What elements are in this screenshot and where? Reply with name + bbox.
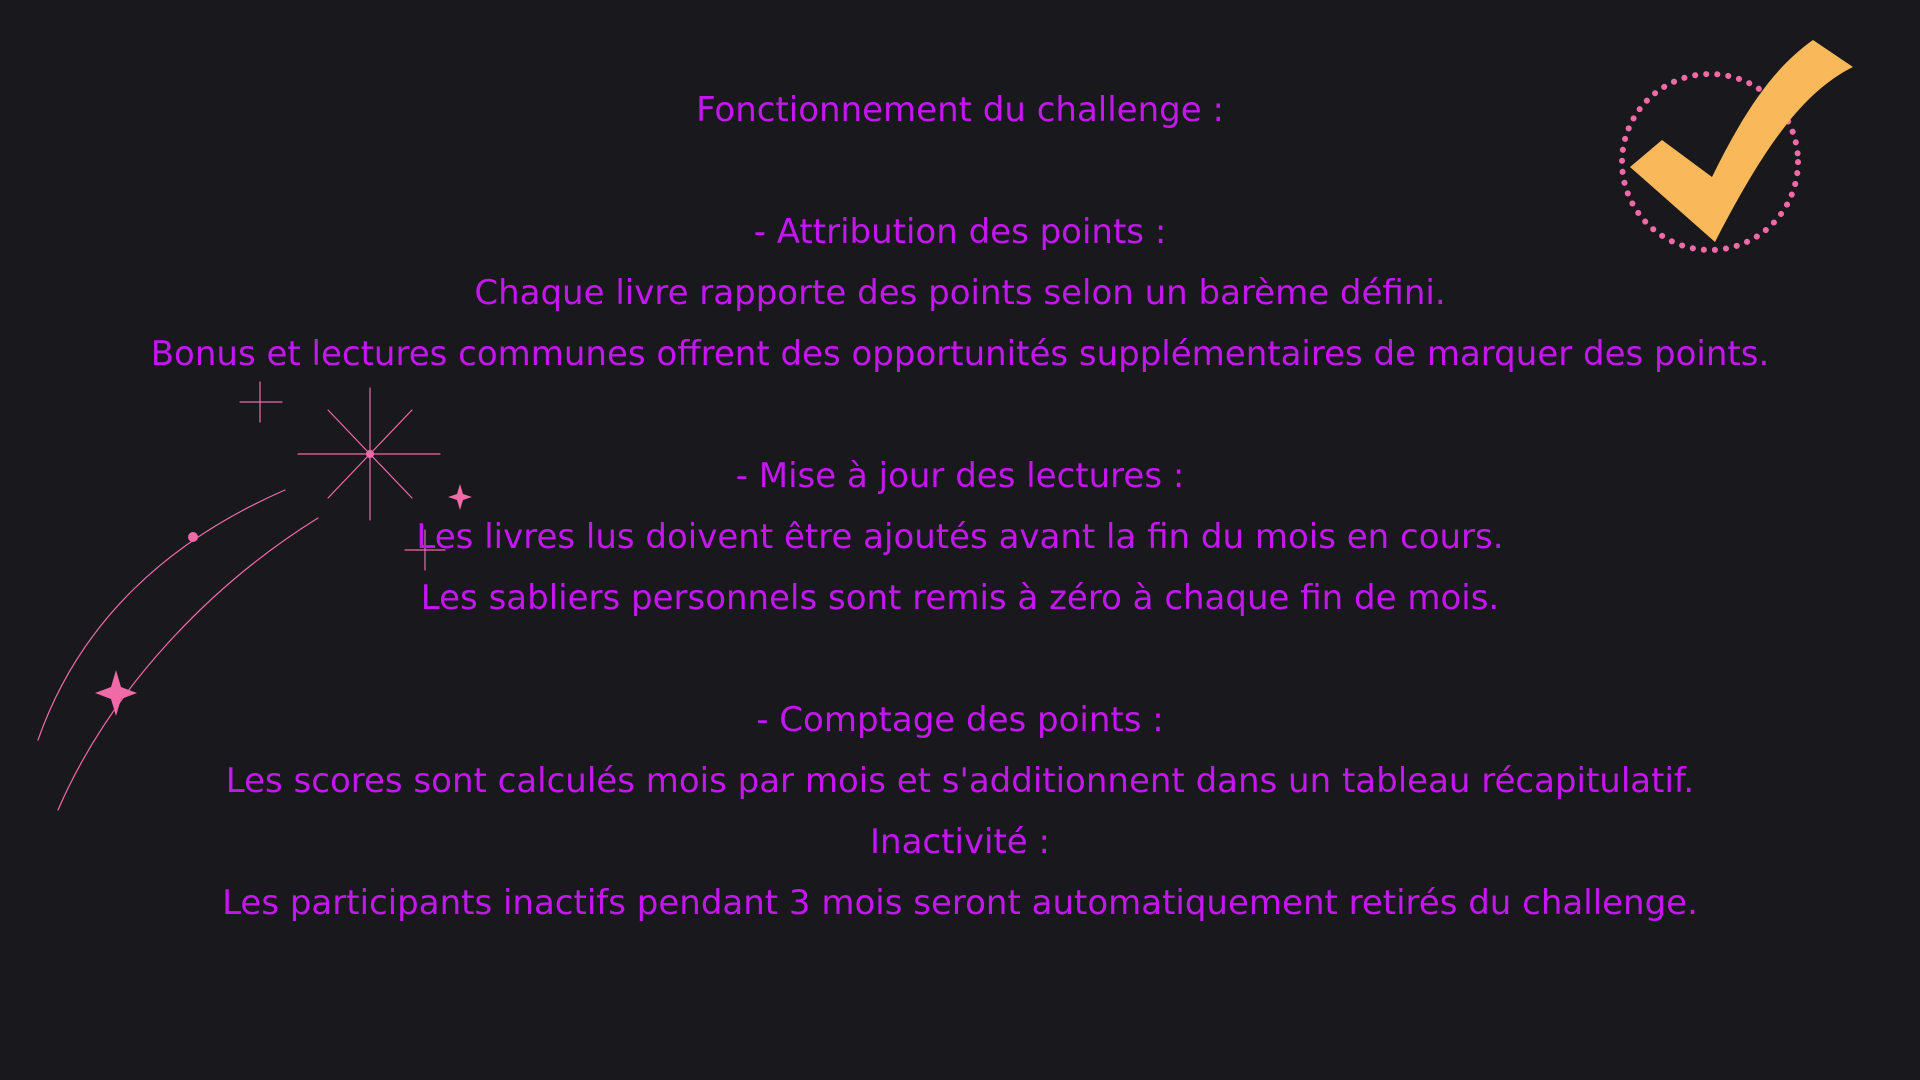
section-heading-mise-a-jour: - Mise à jour des lectures : (735, 456, 1185, 496)
section-text: Chaque livre rapporte des points selon un barème défini. (474, 273, 1446, 313)
spacer (120, 385, 1800, 446)
inactivity-heading: Inactivité : (870, 822, 1050, 862)
section-heading-comptage: - Comptage des points : (756, 700, 1164, 740)
section-heading-attribution: - Attribution des points : (753, 212, 1167, 252)
section-text: Les livres lus doivent être ajoutés avant la fin du mois en cours. (416, 517, 1504, 557)
inactivity-text: Les participants inactifs pendant 3 mois seront automatiquement retirés du challenge. (222, 883, 1698, 923)
spacer (120, 629, 1800, 690)
rules-text-block (120, 80, 1800, 934)
page-title: Fonctionnement du challenge : (696, 90, 1224, 130)
spacer (120, 141, 1800, 202)
section-text: Bonus et lectures communes offrent des opportunités supplémentaires de marquer des points. (150, 334, 1770, 374)
section-text: Les sabliers personnels sont remis à zéro à chaque fin de mois. (420, 578, 1500, 618)
section-text: Les scores sont calculés mois par mois et s'additionnent dans un tableau récapitulatif. (225, 761, 1695, 801)
